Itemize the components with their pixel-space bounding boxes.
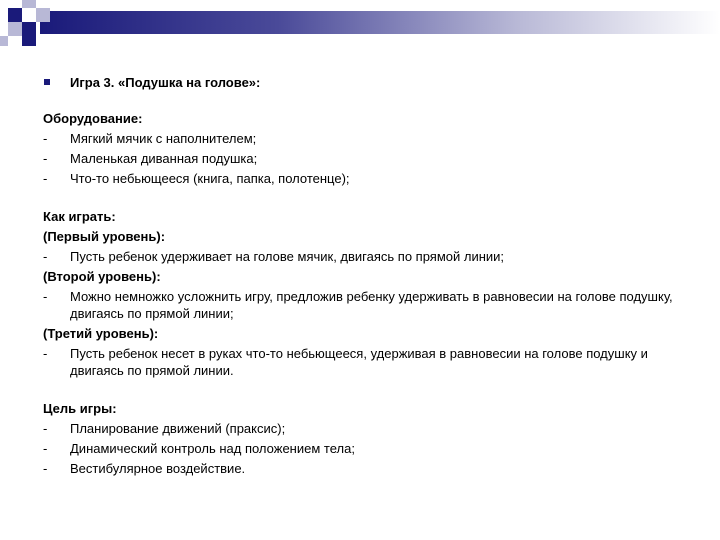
goal-item	[43, 460, 683, 477]
header-decoration	[0, 0, 720, 60]
equipment-item-text: Маленькая диванная подушка;	[70, 151, 258, 166]
deco-square	[22, 22, 36, 36]
goal-item-text: Планирование движений (праксис);	[70, 421, 286, 436]
goal-item	[43, 420, 683, 437]
game-title-text: Игра 3. «Подушка на голове»:	[70, 75, 261, 90]
level-item	[43, 248, 683, 265]
level-text: Можно немножко усложнить игру, предложив ребенку удерживать в равновесии на голове подушку, двигаясь по прямой линии;	[70, 289, 673, 321]
dash-bullet: -	[43, 346, 48, 361]
dash-bullet: -	[43, 461, 48, 476]
dash-bullet: -	[43, 131, 48, 146]
gradient-bar	[40, 11, 720, 34]
equipment-item	[43, 150, 683, 167]
level-item	[43, 288, 683, 322]
deco-square	[22, 0, 36, 8]
level-text: Пусть ребенок несет в руках что-то небьющееся, удерживая в равновесии на голове подушку и двигаясь по прямой линии.	[70, 346, 648, 378]
dash-bullet: -	[43, 151, 48, 166]
deco-square	[0, 36, 8, 46]
level-label: (Третий уровень):	[43, 326, 159, 341]
deco-square	[36, 8, 50, 22]
dash-bullet: -	[43, 421, 48, 436]
level-label: (Второй уровень):	[43, 269, 161, 284]
level-label: (Первый уровень):	[43, 229, 166, 244]
dash-bullet: -	[43, 249, 48, 264]
goal-item	[43, 440, 683, 457]
goal-heading: Цель игры:	[43, 401, 117, 416]
equipment-item-text: Что-то небьющееся (книга, папка, полотенце);	[70, 171, 350, 186]
dash-bullet: -	[43, 171, 48, 186]
equipment-heading: Оборудование:	[43, 111, 143, 126]
deco-square	[22, 36, 36, 46]
game-title	[43, 74, 683, 91]
square-bullet-icon	[44, 79, 50, 85]
goal-item-text: Вестибулярное воздействие.	[70, 461, 246, 476]
deco-square	[8, 8, 22, 22]
dash-bullet: -	[43, 441, 48, 456]
how-to-play-heading: Как играть:	[43, 209, 116, 224]
level-item	[43, 345, 683, 379]
level-text: Пусть ребенок удерживает на голове мячик, двигаясь по прямой линии;	[70, 249, 505, 264]
deco-square	[8, 22, 22, 36]
goal-item-text: Динамический контроль над положением тела;	[70, 441, 355, 456]
slide-content	[43, 74, 683, 477]
equipment-item-text: Мягкий мячик с наполнителем;	[70, 131, 257, 146]
equipment-item	[43, 130, 683, 147]
equipment-item	[43, 170, 683, 187]
dash-bullet: -	[43, 289, 48, 304]
